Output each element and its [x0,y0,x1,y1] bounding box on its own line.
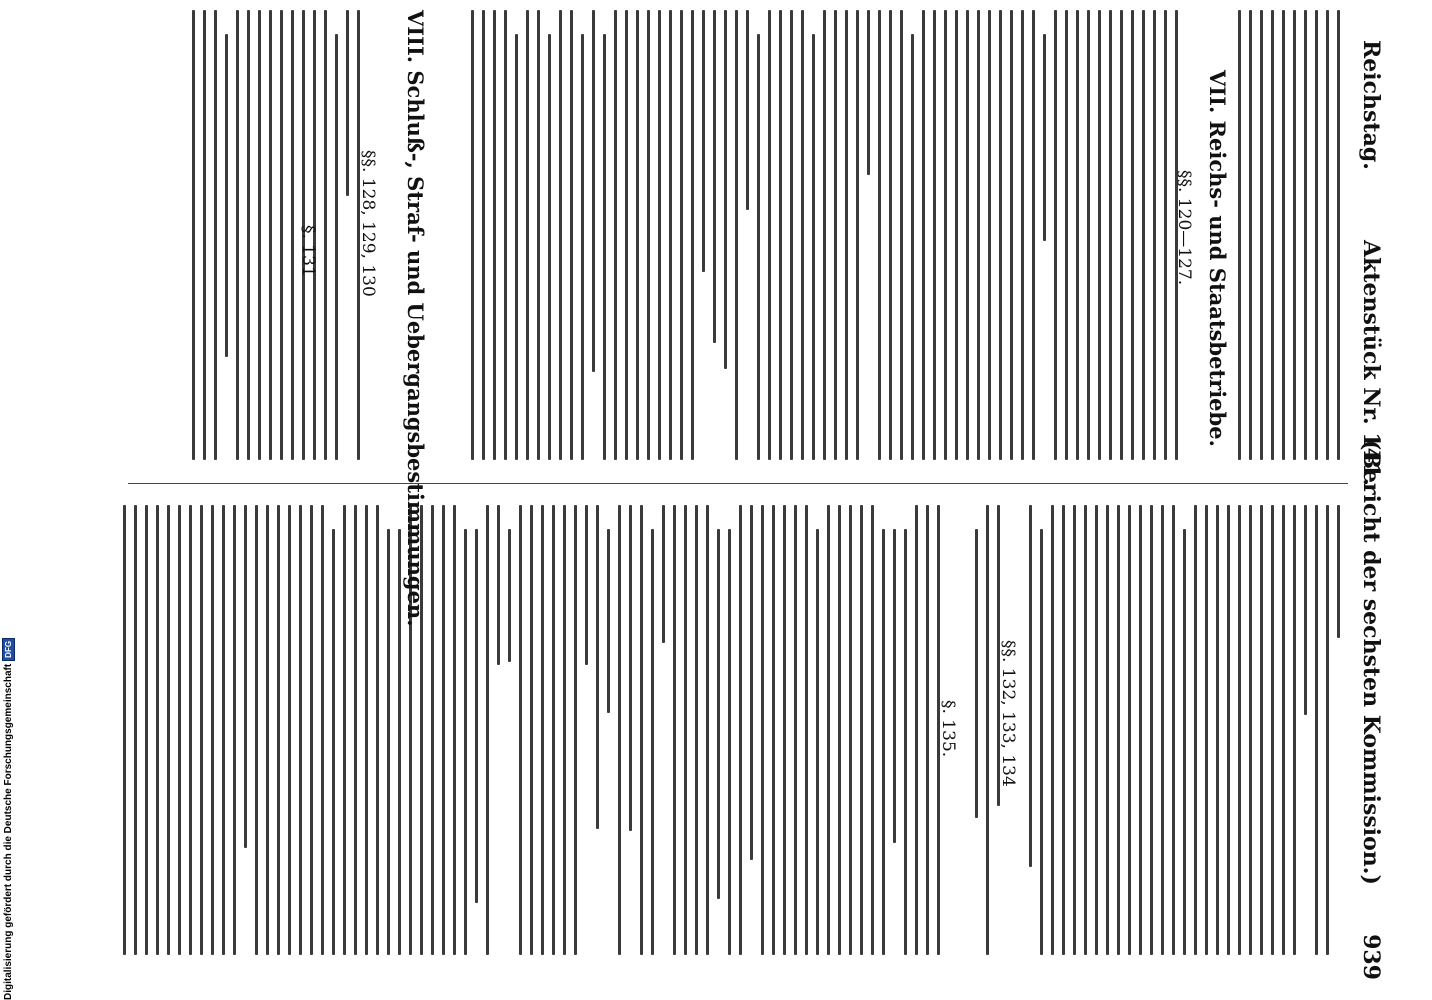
text-line [222,505,225,955]
text-line [1106,505,1109,955]
text-line [236,10,239,460]
text-line [684,505,687,955]
text-line [1131,10,1134,460]
text-line [1062,505,1065,955]
page-number: 939 [1358,934,1384,980]
text-line [1337,505,1340,638]
text-line [1065,10,1068,460]
text-line [1142,10,1145,460]
text-line [1260,505,1263,955]
text-line [387,529,390,955]
text-line [277,505,280,955]
text-line [1282,10,1285,460]
text-line [772,505,775,955]
text-line [640,505,643,955]
text-line [365,505,368,955]
text-line [812,34,815,460]
text-line [801,10,804,460]
text-line [695,505,698,955]
text-line [845,10,848,460]
text-line [1109,10,1112,460]
text-line [783,505,786,955]
text-line [790,10,793,460]
text-line [211,505,214,955]
text-line [739,505,742,955]
text-line [1271,505,1274,955]
text-line [266,505,269,955]
text-line [376,505,379,955]
text-line [1161,505,1164,955]
text-line [757,34,760,460]
text-line [1183,529,1186,955]
text-line [1249,505,1252,955]
text-line [1293,505,1296,955]
text-line [1098,10,1101,460]
text-line [1293,10,1296,460]
document-number: Aktenstück Nr. 141. [1358,240,1384,486]
text-line [280,10,283,460]
text-line [673,505,676,955]
text-line [1304,10,1307,460]
text-line [926,505,929,955]
text-line [288,505,291,955]
text-line [526,10,529,460]
text-line [706,505,709,955]
text-line [486,505,489,955]
text-line [1117,505,1120,955]
text-line [647,10,650,460]
text-line [680,10,683,460]
text-line [299,505,302,955]
text-line [900,10,903,460]
text-line [258,10,261,460]
text-line [702,10,705,272]
text-line [805,505,808,955]
text-line [178,505,181,955]
text-line [1051,505,1054,955]
paragraph-135: §. 135. [938,700,958,758]
text-line [398,529,401,955]
text-line [1282,505,1285,955]
text-line [332,529,335,955]
text-line [1194,505,1197,955]
text-line [1040,529,1043,955]
text-line [1084,505,1087,955]
text-line [816,529,819,955]
text-line [1238,505,1241,955]
text-line [504,10,507,460]
digitization-notice-text: Digitalisierung gefördert durch die Deutsche Forschungsgemeinschaft [3,663,14,1000]
right-column [110,505,1350,955]
text-line [167,505,170,955]
text-line [1337,10,1340,460]
text-line [838,505,841,955]
text-line [893,529,896,843]
text-line [354,505,357,955]
text-line [343,505,346,955]
text-line [233,505,236,955]
text-line [823,10,826,460]
text-line [581,34,584,460]
text-line [493,10,496,460]
text-line [1216,505,1219,955]
text-line [335,34,338,460]
text-line [123,505,126,955]
text-line [559,10,562,460]
text-line [1260,10,1263,460]
text-line [1021,10,1024,460]
text-line [570,10,573,460]
text-line [1032,10,1035,460]
text-line [1095,505,1098,955]
text-line [563,505,566,955]
text-line [519,505,522,955]
text-line [827,505,830,955]
text-line [1054,10,1057,460]
text-line [192,10,195,460]
text-line [691,10,694,460]
text-line [904,529,907,955]
text-line [453,505,456,955]
text-line [889,10,892,460]
text-line [1326,505,1329,955]
paragraph-131: §. 131 [298,225,318,277]
text-line [134,505,137,955]
left-column [110,10,1350,460]
text-line [1205,505,1208,955]
text-line [966,10,969,460]
text-line [1120,10,1123,460]
text-line [614,10,617,460]
page-header [1352,40,1386,980]
text-line [933,10,936,460]
text-line [431,505,434,955]
rotated-page-content [100,0,1390,1000]
text-line [625,10,628,460]
text-line [1043,34,1046,241]
text-line [761,505,764,955]
text-line [255,505,258,955]
text-line [515,34,518,460]
text-line [291,10,294,460]
text-line [321,505,324,955]
text-line [1315,505,1318,955]
text-line [346,10,349,196]
text-line [779,10,782,460]
text-line [1164,10,1167,460]
text-line [548,34,551,460]
text-line [986,505,989,955]
text-line [860,505,863,955]
text-line [1249,10,1252,460]
text-line [915,505,918,955]
text-line [1139,505,1142,955]
text-line [1029,505,1032,867]
text-line [911,34,914,460]
text-line [724,10,727,369]
text-line [537,10,540,460]
text-line [269,10,272,460]
section-heading-vii: VII. Reichs- und Staatsbetriebe. [1205,70,1230,447]
text-line [592,10,595,372]
text-line [629,505,632,831]
text-line [717,529,720,899]
text-line [247,10,250,460]
text-line [244,505,247,848]
text-line [636,10,639,460]
paragraph-range-128-130: §§. 128, 129, 130 [358,150,378,297]
text-line [189,505,192,955]
text-line [750,505,753,860]
text-line [1271,10,1274,460]
text-line [658,10,661,460]
text-line [999,10,1002,460]
text-line [1087,10,1090,460]
text-line [878,10,881,460]
text-line [471,10,474,460]
text-line [955,10,958,460]
text-line [922,10,925,460]
text-line [882,529,885,955]
dfg-logo-icon: DFG [2,638,15,661]
text-line [713,10,716,343]
text-line [156,505,159,955]
report-title: (Bericht der sechsten Kommission.) [1358,440,1384,885]
text-line [552,505,555,955]
text-line [662,505,665,643]
text-line [669,10,672,460]
text-line [607,529,610,713]
column-divider [128,483,1348,484]
text-line [324,10,327,460]
text-line [1076,10,1079,460]
text-line [944,10,947,460]
text-line [310,505,313,955]
text-line [508,529,511,662]
text-line [975,529,978,818]
text-line [1326,10,1329,460]
text-line [1128,505,1131,955]
text-line [728,529,731,955]
text-line [585,505,588,665]
text-line [856,10,859,460]
text-line [768,10,771,460]
text-line [1150,505,1153,955]
text-line [145,505,148,955]
text-line [203,10,206,460]
text-line [834,10,837,460]
text-line [200,505,203,955]
text-line [794,505,797,955]
text-line [867,10,870,175]
text-line [988,10,991,460]
text-line [225,34,228,357]
text-line [1304,505,1307,715]
text-line [651,529,654,955]
text-line [442,505,445,955]
text-line [1315,10,1318,460]
text-line [530,505,533,955]
text-line [977,10,980,460]
text-line [214,10,217,460]
text-line [603,34,606,460]
text-line [618,505,621,955]
text-line [482,10,485,460]
text-line [871,505,874,955]
text-line [497,505,500,665]
journal-title: Reichstag. [1358,40,1384,170]
text-line [1153,10,1156,460]
text-line [464,529,467,955]
paragraph-range-120-127: §§. 120—127. [1174,170,1194,286]
text-line [746,10,749,210]
text-line [1227,505,1230,955]
text-line [574,505,577,955]
section-heading-viii: VIII. Schluß-, Straf- und Uebergangsbestimmungen. [403,10,428,627]
text-line [475,529,478,903]
text-line [1010,10,1013,460]
text-line [1073,505,1076,955]
text-line [1238,10,1241,460]
paragraph-range-132-134: §§. 132, 133, 134 [998,640,1018,787]
text-line [596,505,599,829]
text-line [541,505,544,955]
text-line [1172,505,1175,955]
text-line [849,505,852,955]
text-line [735,10,738,460]
